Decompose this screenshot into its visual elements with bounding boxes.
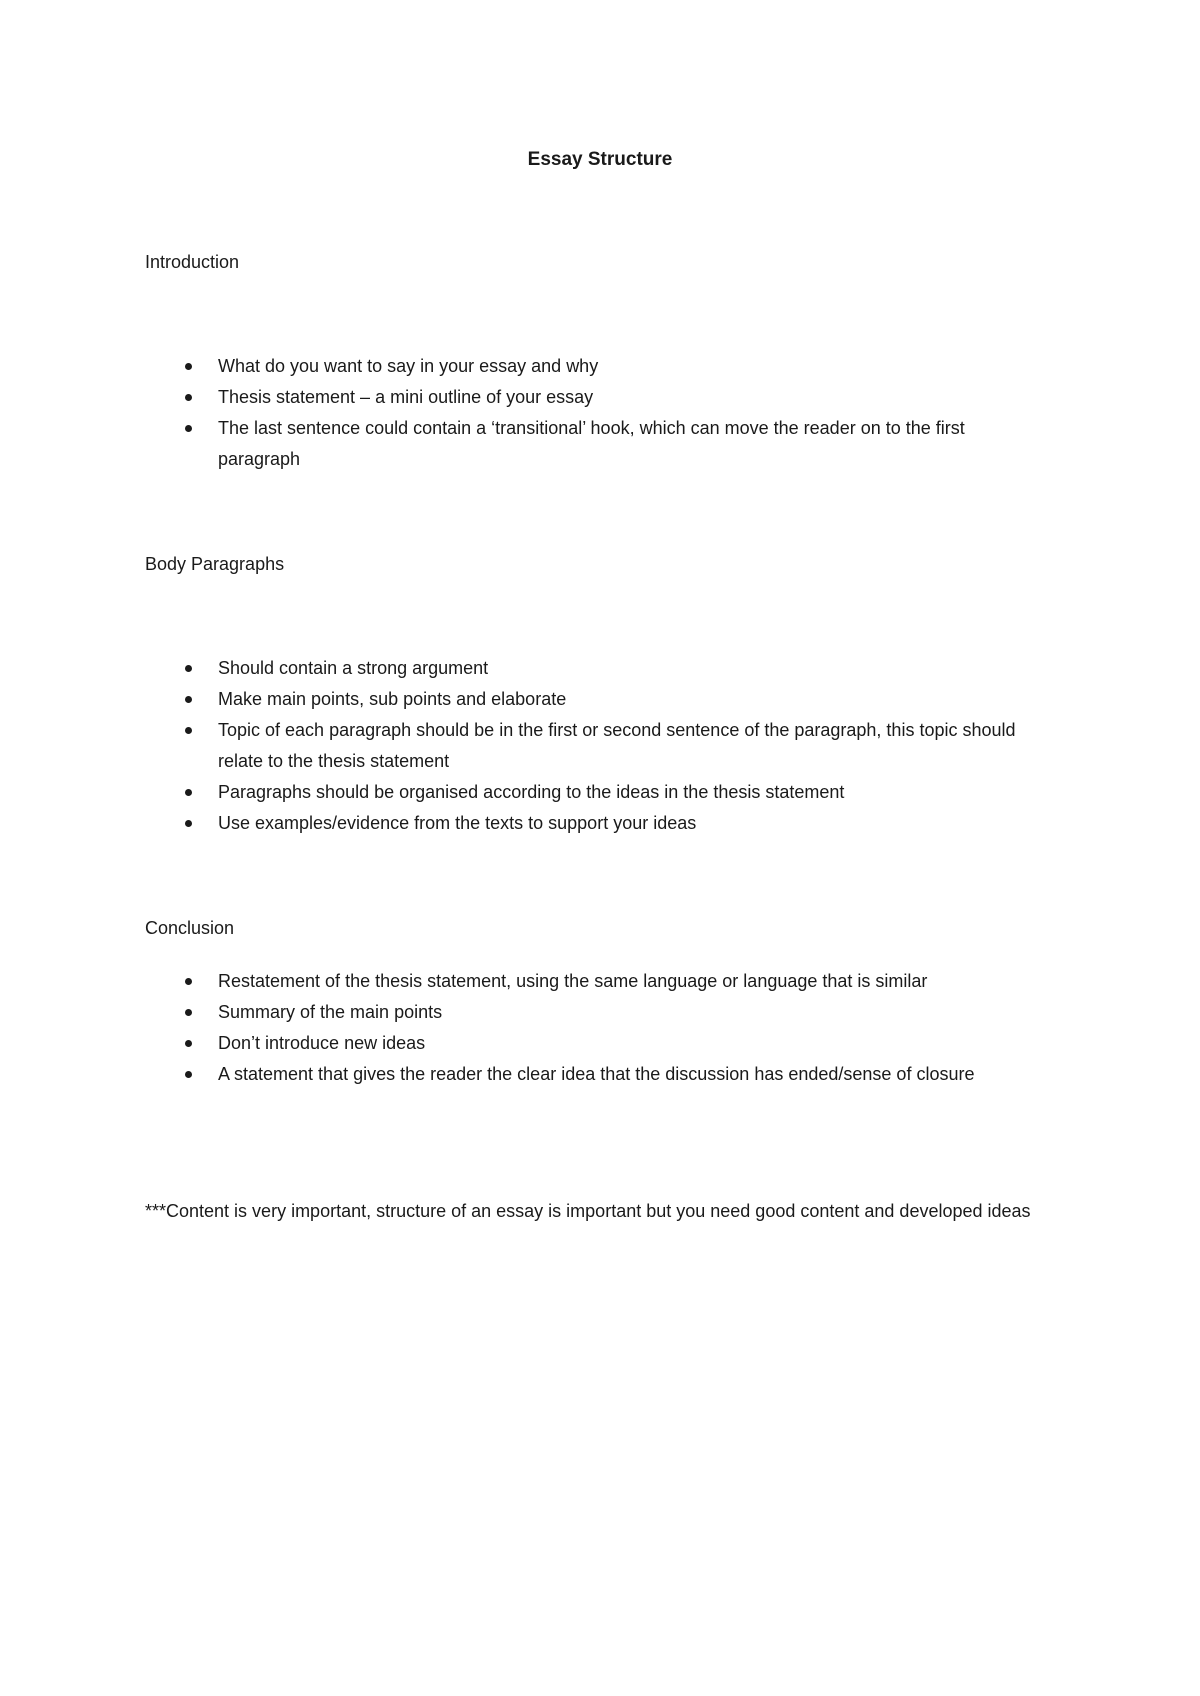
list-item [145, 777, 1045, 808]
bullet-icon [185, 978, 192, 985]
list-item [145, 382, 1045, 413]
bullet-icon [185, 696, 192, 703]
list-item [145, 1028, 1045, 1059]
bullet-icon [185, 1040, 192, 1047]
list-item [145, 1059, 1045, 1090]
bullet-text: Thesis statement – a mini outline of your essay [218, 387, 594, 407]
list-item [145, 684, 1045, 715]
section-heading-introduction: Introduction [145, 252, 240, 272]
bullet-text: Use examples/evidence from the texts to support your ideas [218, 813, 697, 833]
bullet-icon [185, 1071, 192, 1078]
bullet-text: Restatement of the thesis statement, using the same language or language that is similar [218, 971, 928, 991]
bullet-icon [185, 665, 192, 672]
list-item [145, 808, 1045, 839]
list-item [145, 966, 1045, 997]
list-item [145, 351, 1045, 382]
list-item [145, 653, 1045, 684]
bullet-icon [185, 820, 192, 827]
bullet-icon [185, 363, 192, 370]
section-heading-body-paragraphs: Body Paragraphs [145, 554, 285, 574]
body-paragraphs-bullet-list [145, 653, 1045, 839]
bullet-text: What do you want to say in your essay and why [218, 356, 599, 376]
section-heading-conclusion: Conclusion [145, 918, 235, 938]
bullet-icon [185, 394, 192, 401]
bullet-text: Paragraphs should be organised according to the ideas in the thesis statement [218, 782, 845, 802]
document-title: Essay Structure [527, 149, 673, 170]
bullet-text: Topic of each paragraph should be in the first or second sentence of the paragraph, this topic should relate to the thesis statement [218, 720, 1016, 771]
closing-note: ***Content is very important, structure of an essay is important but you need good content and developed ideas [145, 1201, 1031, 1221]
bullet-icon [185, 1009, 192, 1016]
list-item [145, 715, 1045, 777]
conclusion-bullet-list [145, 966, 1045, 1090]
bullet-icon [185, 727, 192, 734]
bullet-text: Should contain a strong argument [218, 658, 489, 678]
list-item [145, 997, 1045, 1028]
bullet-text: Make main points, sub points and elaborate [218, 689, 567, 709]
bullet-icon [185, 789, 192, 796]
bullet-text: Don’t introduce new ideas [218, 1033, 426, 1053]
introduction-bullet-list [145, 351, 1045, 475]
bullet-text: Summary of the main points [218, 1002, 443, 1022]
bullet-icon [185, 425, 192, 432]
bullet-text: A statement that gives the reader the clear idea that the discussion has ended/sense of closure [218, 1064, 975, 1084]
bullet-text: The last sentence could contain a ‘transitional’ hook, which can move the reader on to the first paragraph [218, 418, 965, 469]
list-item [145, 413, 1045, 475]
